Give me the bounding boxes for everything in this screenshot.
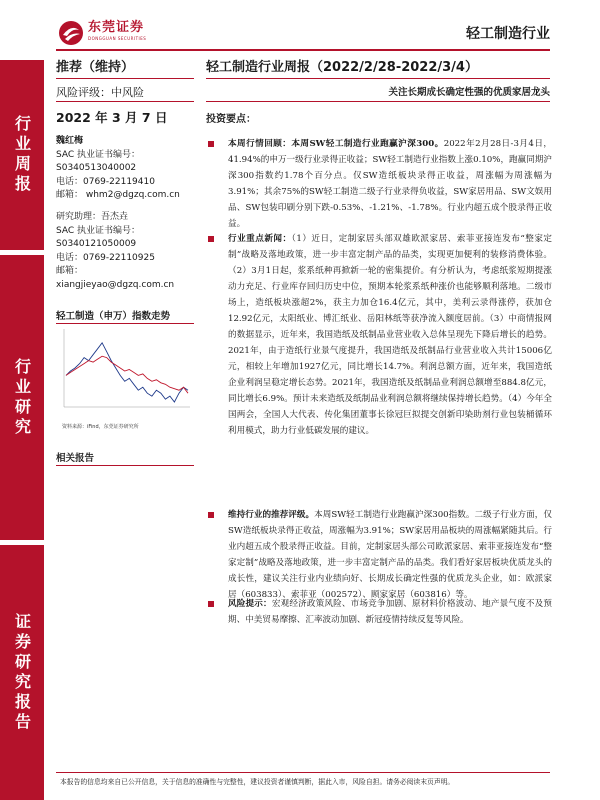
invest-points-title: 投资要点： — [206, 114, 256, 125]
analyst-name: 魏红梅 — [56, 136, 84, 146]
bullet-body: 本周SW轻工制造行业跑赢沪深300指数。二级子行业方面，仅SW造纸板块录得正收益，周涨幅为3.91%；SW家居用品板块的周涨幅紧随其后。行业内超五成个股录得正收益。目前，定制家居头部公司欧派家居、索菲亚接连发布“整家定制”战略及落地政策，进一步丰富定制产品的品类。我们看好家居板块优质龙头的成长性，建议关注行业内业绩向好、长期成长确定性强的优质龙头企业，如：欧派家居（603833）、索菲亚（002572）、顾家家居（603816）等。 — [228, 510, 552, 600]
series-line-1 — [66, 356, 188, 393]
divider — [206, 101, 550, 102]
bullet-square-icon — [208, 236, 214, 242]
index-chart — [56, 325, 194, 420]
report-subtitle: 关注长期成长确定性强的优质家居龙头 — [388, 87, 550, 98]
bullet-risk — [208, 596, 552, 628]
assistant-phone: 电话：0769-22110925 — [56, 252, 155, 263]
series-line-0 — [66, 343, 188, 402]
cert-label: SAC 执业证书编号： — [56, 149, 141, 160]
sidebar-block-research — [0, 255, 44, 540]
sidebar-label-weekly: 行业周报 — [12, 115, 32, 195]
bullet-head: 行业重点新闻： — [228, 234, 292, 244]
bullet-body: （1）近日，定制家居头部双雄欧派家居、索菲亚接连发布“整家定制”战略及落地政策，进一步丰富定制产品的品类，实现更加便利的装修消费体验。（2）3月1日起，浆系纸种再掀新一轮的密集提价。有分析认为，考虑纸浆短期提涨动力充足、行业库存回归历史中位，预期本轮浆系纸种涨价也能够顺利落地。二级市场上，造纸板块涨超2%，获主力加仓16.4亿元，其中，美利云录得涨停，获加仓12.92亿元，太阳纸业、博汇纸业、岳阳林纸等获净流入额度居前。（3）中商情报网的数据显示，近年来，我国造纸及纸制品业营业收入总体呈现先下降后增长的趋势。2021年，由于造纸行业景气度提升，我国造纸及纸制品行业营业收入共计15006亿元，相较上年增加1927亿元，同比增长14.7%。利润总额方面，近年来，我国造纸企业利润呈稳定增长态势。2021年，我国造纸及纸制品业利润总额增至884.8亿元，同比增长6.9%。预计未来造纸及纸制品业利润总额将继续保持增长趋势。（4）今年全国两会，全国人大代表、传化集团董事长徐冠巨拟提交创新印染助剂行业包装桶循环利用模式，助力行业低碳发展的建议。 — [228, 234, 552, 436]
bullet-rating — [208, 507, 552, 603]
series-layer — [66, 343, 188, 402]
analyst-email[interactable]: 邮箱： whm2@dgzq.com.cn — [56, 190, 180, 200]
bullet-head: 维持行业的推荐评级。 — [228, 510, 315, 520]
industry-label: 轻工制造行业 — [466, 26, 550, 42]
sidebar-label-securities: 证券研究报告 — [12, 612, 32, 733]
sidebar-block-securities — [0, 545, 44, 800]
bullet-market-review — [208, 136, 552, 232]
bullet-head: 风险提示： — [228, 599, 272, 609]
report-date: 2022 年 3 月 7 日 — [56, 110, 168, 125]
bullet-square-icon — [208, 141, 214, 147]
logo-name-en: DONGGUAN SECURITIES — [88, 36, 147, 41]
header-divider — [56, 49, 550, 51]
footer-divider — [56, 772, 550, 773]
bullet-square-icon — [208, 601, 214, 607]
index-chart-svg — [56, 325, 194, 420]
assistant-email[interactable]: xiangjieyao@dgzq.com.cn — [56, 279, 175, 290]
cert-label: SAC 执业证书编号： — [56, 225, 141, 236]
bullet-body: 宏观经济政策风险、市场竞争加剧、原材料价格波动、地产景气度不及预期、中美贸易摩擦、汇率波动加剧、新冠疫情持续反复等风险。 — [228, 599, 552, 625]
company-logo — [58, 20, 146, 46]
divider — [56, 465, 194, 466]
bullet-industry-news — [208, 231, 552, 439]
rating: 推荐（维持） — [56, 60, 135, 75]
divider — [206, 78, 550, 79]
sidebar-block-weekly — [0, 60, 44, 250]
risk-level: 风险评级：中风险 — [56, 86, 144, 99]
footer-disclaimer: 本报告的信息均来自已公开信息，关于信息的准确性与完整性，建议投资者谨慎判断，据此入市，风险自担。请务必阅读末页声明。 — [60, 778, 455, 786]
cert-number: S0340121050009 — [56, 239, 137, 249]
analyst-info — [56, 135, 180, 203]
chart-source: 资料来源：iFind，东莞证券研究所 — [62, 424, 139, 430]
bullet-body: 2022年2月28日-3月4日，41.94%的申万一级行业录得正收益；SW轻工制造行业指数上涨0.10%，跑赢同期沪深300指数约1.78个百分点。仅SW造纸板块录得正收益，周涨幅为周涨幅为3.91%；其余75%的SW轻工制造二级子行业录得负收益，SW家居用品、SW文娱用品、SW包装印刷分别下跌-0.53%、-1.21%、-1.78%。行业内超五成个股录得正收益。 — [228, 139, 553, 229]
bullet-square-icon — [208, 512, 214, 518]
cert-number: S0340513040002 — [56, 163, 137, 173]
divider — [56, 101, 194, 102]
assistant-name: 研究助理：吾杰垚 — [56, 212, 129, 222]
assistant-info — [56, 211, 174, 292]
sidebar-label-research: 行业研究 — [12, 357, 32, 438]
chart-title: 轻工制造（申万）指数走势 — [56, 311, 171, 322]
bullet-head: 本周行情回顾：本周SW轻工制造行业跑赢沪深300。 — [228, 139, 444, 149]
related-reports-title: 相关报告 — [56, 453, 95, 464]
logo-mark-icon — [58, 20, 84, 46]
divider — [56, 323, 194, 324]
assistant-email-label: 邮箱： — [56, 266, 84, 276]
divider — [56, 78, 194, 79]
logo-name-cn: 东莞证券 — [88, 20, 145, 35]
analyst-phone: 电话：0769-22119410 — [56, 176, 155, 187]
report-title: 轻工制造行业周报（2022/2/28-2022/3/4） — [206, 60, 478, 75]
